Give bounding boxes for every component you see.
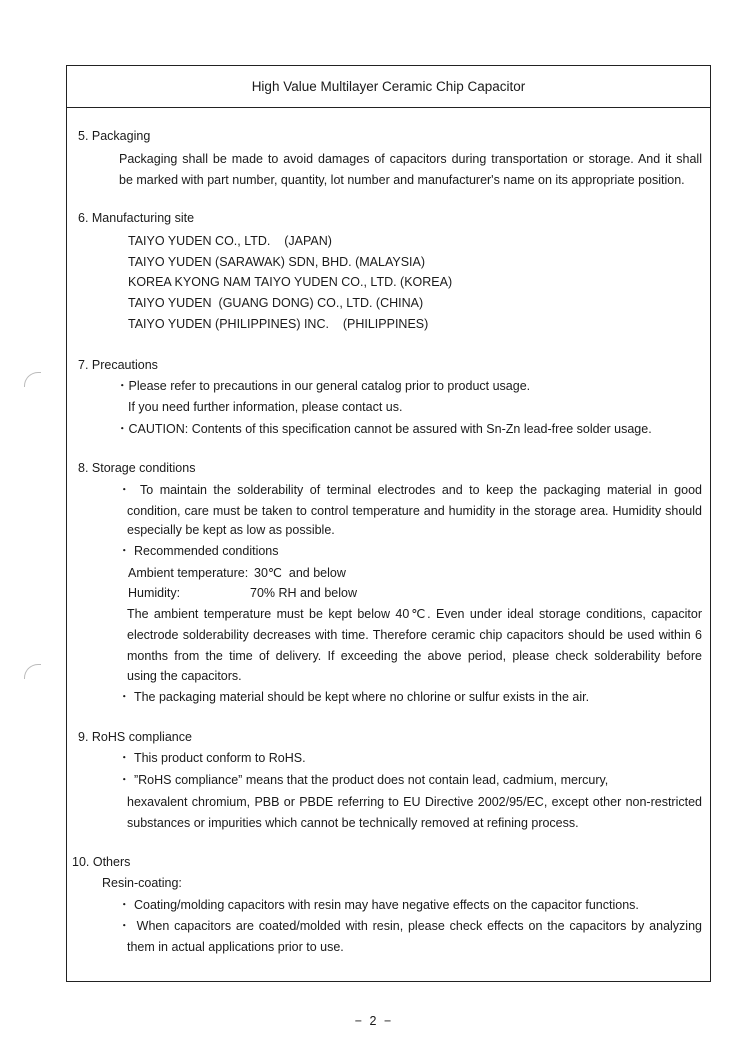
humidity-value: 70% RH and below <box>250 586 358 600</box>
storage-text-line: ・ Recommended conditions <box>118 544 279 558</box>
manufacturing-site: KOREA KYONG NAM TAIYO YUDEN CO., LTD. (KOREA) <box>128 275 453 289</box>
rohs-text-line: ・ ”RoHS compliance” means that the product does not contain lead, cadmium, mercury, <box>118 773 609 787</box>
section-others-heading: 10. Others <box>72 855 131 869</box>
storage-text-line: The ambient temperature must be kept below 40℃. Even under ideal storage conditions, capacitor <box>127 607 702 621</box>
section-packaging-heading: 5. Packaging <box>78 129 151 143</box>
packaging-text-line: Packaging shall be made to avoid damages of capacitors during transportation or storage. And it shall <box>119 152 702 166</box>
humidity-label: Humidity: <box>128 586 181 600</box>
rohs-text-line: hexavalent chromium, PBB or PBDE referring to EU Directive 2002/95/EC, except other non-restricted <box>127 795 702 809</box>
storage-text-line: ・ To maintain the solderability of terminal electrodes and to keep the packaging material in good <box>118 483 702 497</box>
section-storage-heading: 8. Storage conditions <box>78 461 196 475</box>
packaging-text-line: be marked with part number, quantity, lot number and manufacturer's name on its appropriate position. <box>119 173 685 187</box>
precautions-line: If you need further information, please contact us. <box>128 400 403 414</box>
manufacturing-site: TAIYO YUDEN (GUANG DONG) CO., LTD. (CHINA) <box>128 296 424 310</box>
precautions-line: ・CAUTION: Contents of this specification cannot be assured with Sn-Zn lead-free solder usage. <box>116 422 652 436</box>
others-subheading: Resin-coating: <box>102 876 182 890</box>
rohs-text-line: ・ This product conform to RoHS. <box>118 751 306 765</box>
storage-text-line: ・ The packaging material should be kept where no chlorine or sulfur exists in the air. <box>118 690 590 704</box>
binder-hole-mark <box>24 664 41 679</box>
storage-text-line: using the capacitors. <box>127 669 242 683</box>
section-precautions-heading: 7. Precautions <box>78 358 158 372</box>
manufacturing-site: TAIYO YUDEN (SARAWAK) SDN, BHD. (MALAYSIA) <box>128 255 426 269</box>
rohs-text-line: substances or impurities which cannot be technically removed at refining process. <box>127 816 579 830</box>
ambient-temperature-label: Ambient temperature: <box>128 566 249 580</box>
storage-text-line: condition, care must be taken to control temperature and humidity in the storage area. Humidity should <box>127 504 702 518</box>
precautions-line: ・Please refer to precautions in our general catalog prior to product usage. <box>116 379 531 393</box>
page-number: − 2 − <box>354 1014 394 1028</box>
section-rohs-heading: 9. RoHS compliance <box>78 730 192 744</box>
binder-hole-mark <box>24 372 41 387</box>
storage-text-line: electrode solderability decreases with time. Therefore ceramic chip capacitors should be used within 6 <box>127 628 702 642</box>
others-text-line: them in actual applications prior to use. <box>127 940 344 954</box>
storage-text-line: months from the time of delivery. If exceeding the above period, please check solderability before <box>127 649 702 663</box>
section-manufacturing-heading: 6. Manufacturing site <box>78 211 195 225</box>
storage-text-line: especially be kept as low as possible. <box>127 523 335 537</box>
others-text-line: ・ Coating/molding capacitors with resin may have negative effects on the capacitor functions. <box>118 898 639 912</box>
document-title: High Value Multilayer Ceramic Chip Capacitor <box>67 66 710 108</box>
others-text-line: ・ When capacitors are coated/molded with resin, please check effects on the capacitors by analyzing <box>118 919 702 933</box>
ambient-temperature-value: 30℃ and below <box>254 566 346 580</box>
manufacturing-site: TAIYO YUDEN (PHILIPPINES) INC. (PHILIPPINES) <box>128 317 429 331</box>
manufacturing-site: TAIYO YUDEN CO., LTD. (JAPAN) <box>128 234 332 248</box>
